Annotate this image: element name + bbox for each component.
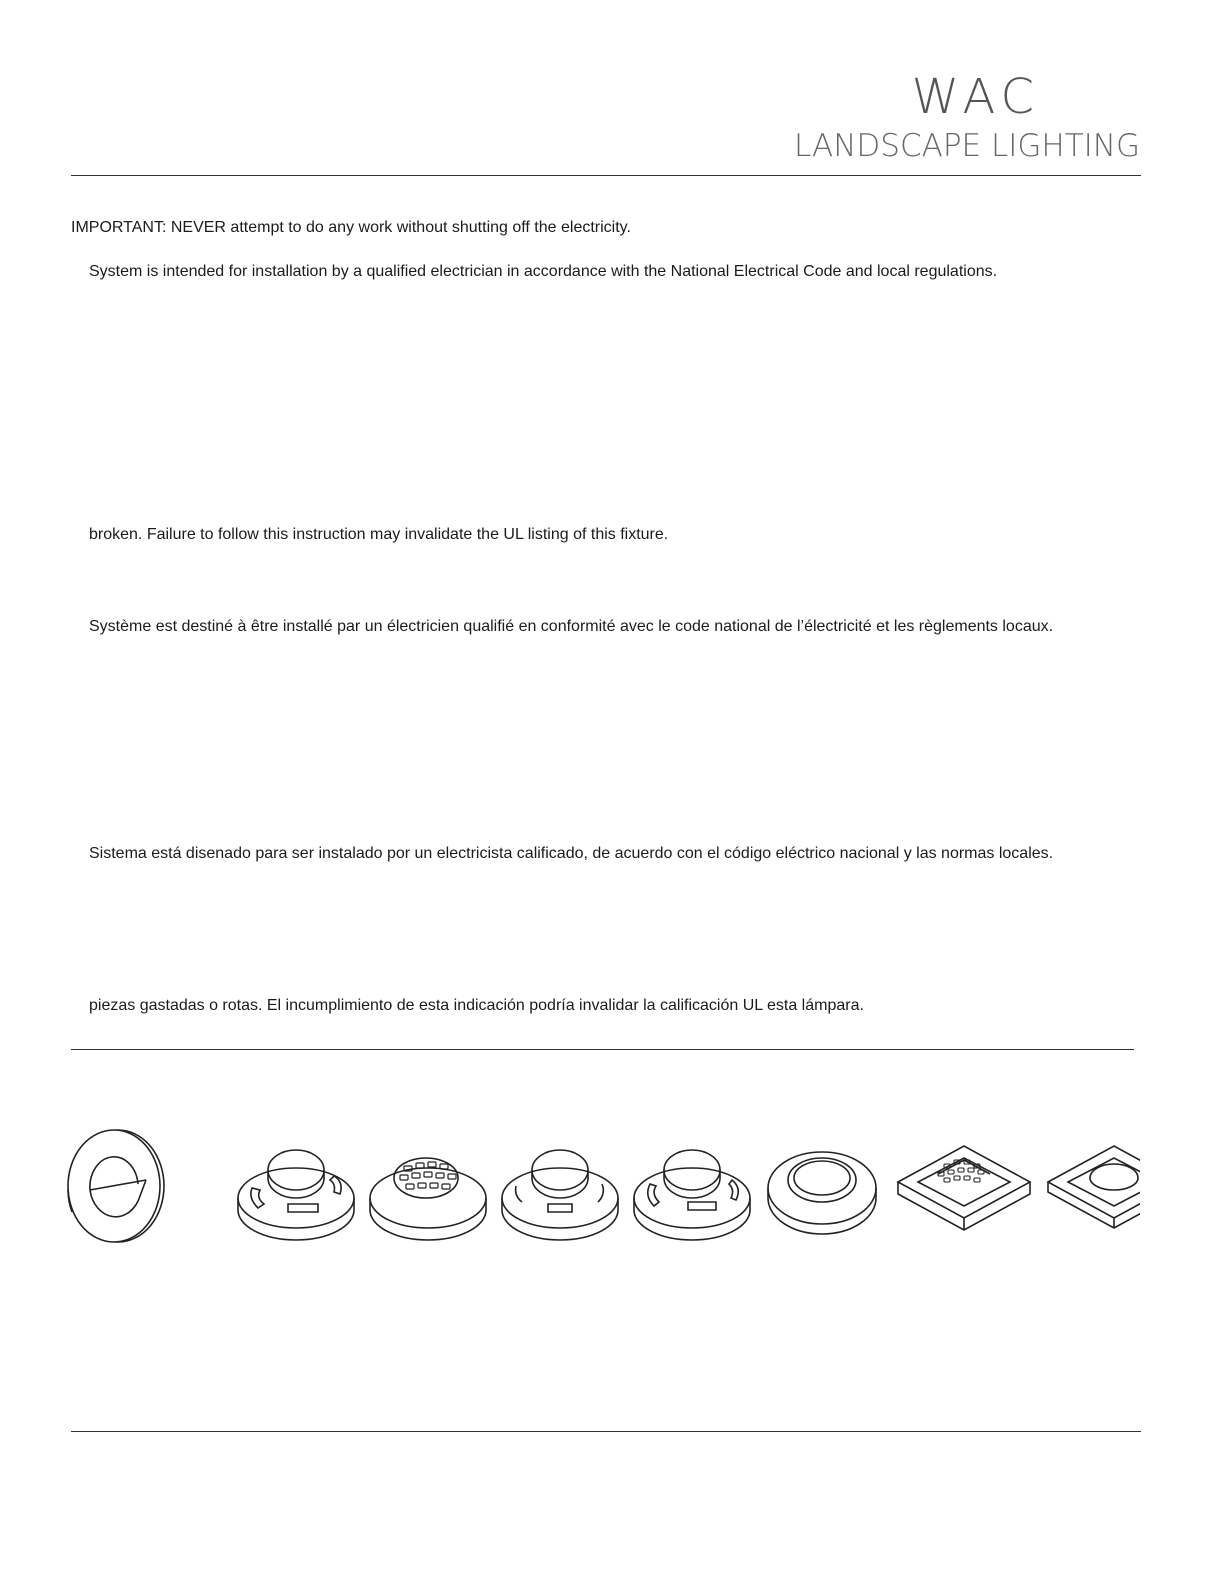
en-installation-note: System is intended for installation by a qualified electrician in accordance with the National Electrical Code and local regulations.	[89, 263, 998, 280]
fixture-round-two-slot	[238, 1150, 354, 1240]
en-ul-note: broken. Failure to follow this instruction may invalidate the UL listing of this fixture.	[89, 526, 669, 543]
es-installation-note: Sistema está disenado para ser instalado por un electricista calificado, de acuerdo con el código eléctrico nacional y las normas locales.	[89, 845, 1054, 862]
fixture-round-grid	[370, 1158, 486, 1240]
header-divider	[71, 175, 1141, 176]
fixture-wall-eyelid	[68, 1130, 164, 1242]
fixture-square-plain	[1048, 1146, 1140, 1228]
section-divider	[71, 1049, 1134, 1050]
fixture-round-plain	[768, 1152, 876, 1234]
fixture-round-one-slot	[502, 1150, 618, 1240]
fr-installation-note: Système est destiné à être installé par un électricien qualifié en conformité avec le code national de l’électricité et les règlements locaux.	[89, 618, 1054, 635]
brand-logo	[794, 69, 1140, 164]
brand-tagline: LANDSCAPE LIGHTING	[794, 128, 1140, 164]
brand-name: WAC	[911, 69, 1040, 125]
fixture-round-two-slot-b	[634, 1150, 750, 1240]
footer-divider	[71, 1431, 1141, 1432]
es-ul-note: piezas gastadas o rotas. El incumplimiento de esta indicación podría invalidar la calificación UL esta lámpara.	[89, 997, 864, 1014]
fixture-square-grid	[898, 1146, 1030, 1230]
important-warning: IMPORTANT: NEVER attempt to do any work without shutting off the electricity.	[71, 219, 631, 236]
fixture-illustrations	[60, 1118, 1140, 1258]
